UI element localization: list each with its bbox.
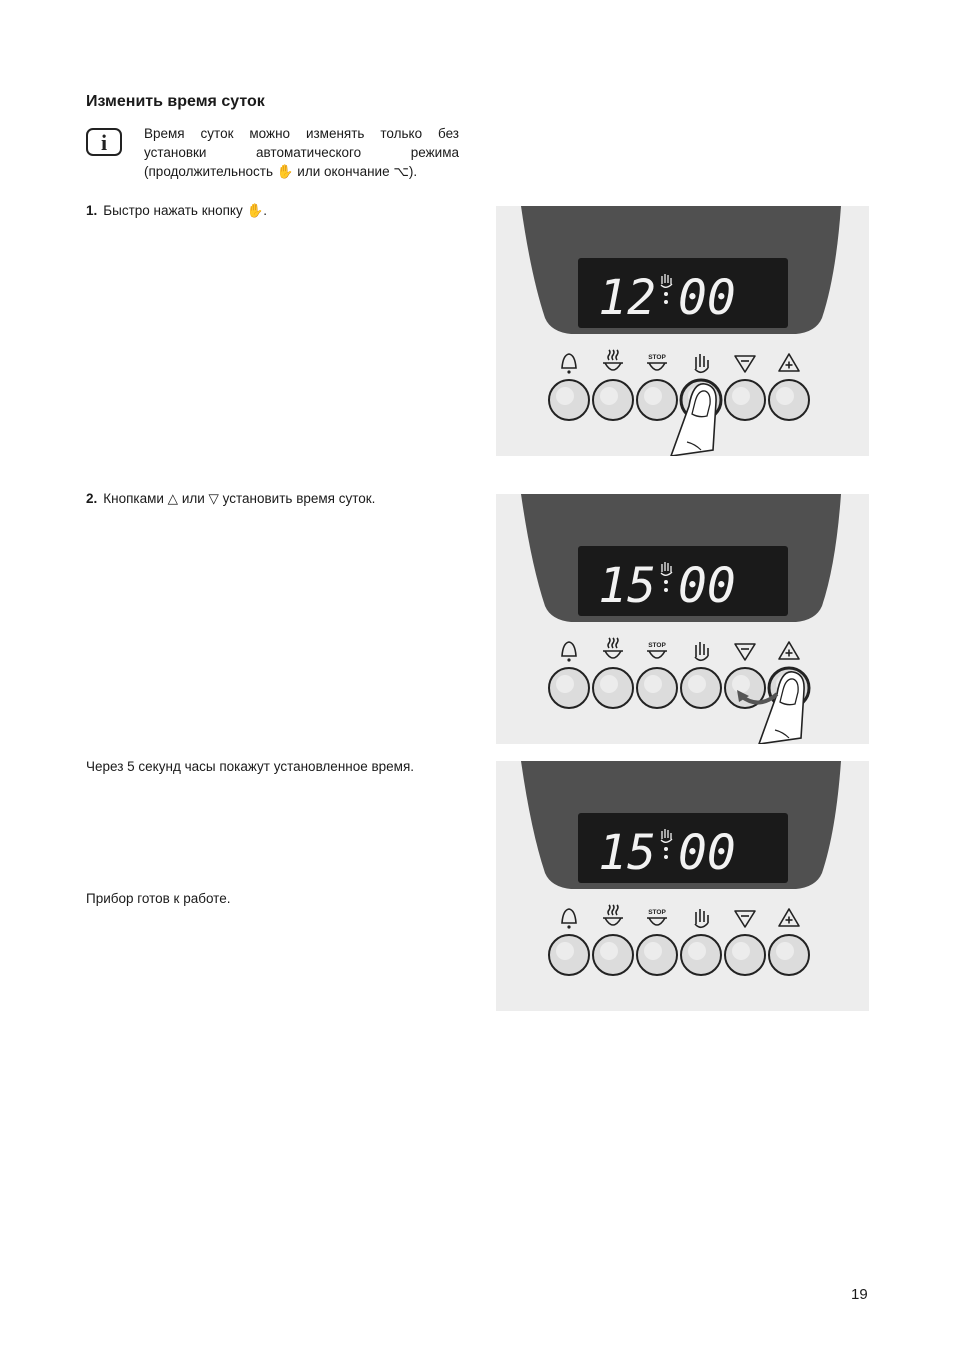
display-hours: 12	[598, 270, 656, 326]
step-text: Кнопками △ или ▽ установить время суток.	[103, 491, 376, 506]
end-button[interactable]	[637, 668, 677, 708]
info-note	[144, 124, 459, 181]
panel-figure-1	[496, 206, 869, 456]
step-1	[86, 203, 267, 219]
control-panel-svg	[496, 494, 869, 744]
display-minutes: 00	[678, 558, 736, 614]
bell-button[interactable]	[549, 935, 589, 975]
svg-text:STOP: STOP	[648, 354, 666, 361]
step-number: 2.	[86, 491, 98, 506]
end-button[interactable]	[637, 935, 677, 975]
control-panel-svg	[496, 206, 869, 456]
display-minutes: 00	[678, 825, 736, 881]
plus-button[interactable]	[769, 935, 809, 975]
svg-text:STOP: STOP	[648, 909, 666, 916]
after-text: Через 5 секунд часы покажут установленное время.	[86, 759, 415, 774]
info-icon	[86, 128, 122, 156]
ready-text: Прибор готов к работе.	[86, 891, 231, 906]
cooking-button[interactable]	[593, 380, 633, 420]
cooking-button[interactable]	[593, 935, 633, 975]
cooking-button[interactable]	[593, 668, 633, 708]
panel-figure-3	[496, 761, 869, 1011]
svg-text:STOP: STOP	[648, 642, 666, 649]
step-2	[86, 491, 375, 507]
end-button[interactable]	[637, 380, 677, 420]
step-number: 1.	[86, 203, 98, 218]
note-line-3: (продолжительность ✋ или окончание ⌥).	[144, 164, 418, 179]
step-text: Быстро нажать кнопку ✋.	[103, 203, 267, 218]
section-heading: Изменить время суток	[86, 93, 265, 110]
page-number: 19	[851, 1286, 868, 1303]
control-panel-svg	[496, 761, 869, 1011]
plus-button[interactable]	[769, 380, 809, 420]
svg-text:i: i	[100, 130, 108, 155]
display-minutes: 00	[678, 270, 736, 326]
bell-button[interactable]	[549, 668, 589, 708]
minus-button[interactable]	[725, 935, 765, 975]
bell-button[interactable]	[549, 380, 589, 420]
note-line-2: установки автоматического режима	[144, 145, 459, 160]
panel-figure-2	[496, 494, 869, 744]
display-hours: 15	[598, 558, 656, 614]
note-line-1: Время суток можно изменять только без	[144, 126, 459, 141]
minus-button[interactable]	[725, 380, 765, 420]
display-hours: 15	[598, 825, 656, 881]
duration-button[interactable]	[681, 935, 721, 975]
duration-button[interactable]	[681, 668, 721, 708]
